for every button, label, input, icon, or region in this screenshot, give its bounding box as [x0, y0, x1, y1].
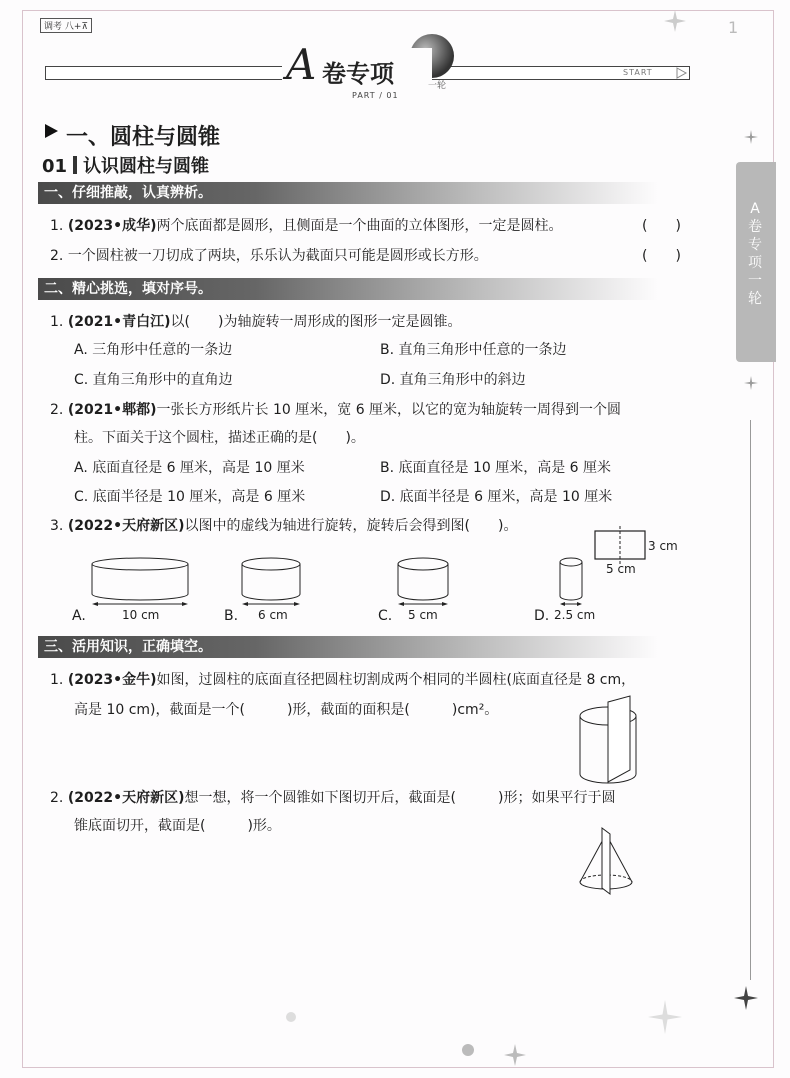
rectangle-figure — [594, 530, 646, 560]
header-title: 卷专项 — [322, 60, 394, 88]
sparkle-icon — [648, 1000, 682, 1034]
subsection-label: 认识圆柱与圆锥 — [83, 156, 210, 177]
part-heading-band — [38, 636, 658, 658]
figure-dim-label: 5 cm — [408, 608, 438, 622]
sparkle-icon — [664, 10, 686, 32]
option[interactable]: B. 底面直径是 10 厘米，高是 6 厘米 — [380, 460, 612, 476]
question-text-cont: 高是 10 cm)，截面是一个( )形，截面的面积是( )cm²。 — [74, 702, 499, 718]
sparkle-icon — [744, 376, 758, 390]
question-text: 以图中的虚线为轴进行旋转，旋转后会得到图( )。 — [184, 518, 518, 534]
question-tag: (2023•成华) — [67, 218, 157, 234]
option[interactable]: C. 底面半径是 10 厘米，高是 6 厘米 — [74, 489, 306, 505]
question-text: 如图，过圆柱的底面直径把圆柱切割成两个相同的半圆柱(底面直径是 8 cm， — [156, 672, 636, 688]
question-text: 一张长方形纸片长 10 厘米，宽 6 厘米，以它的宽为轴旋转一周得到一个圆 — [156, 402, 622, 418]
subsection-divider — [73, 156, 77, 174]
option[interactable]: D. 直角三角形中的斜边 — [380, 372, 526, 388]
dot-decoration — [462, 1044, 474, 1056]
page-number: 1 — [728, 18, 739, 37]
part-heading: 三、活用知识，正确填空。 — [44, 639, 212, 655]
header-title-a: A — [286, 40, 317, 89]
figure-option-letter[interactable]: D. — [534, 608, 550, 624]
option[interactable]: A. 底面直径是 6 厘米，高是 10 厘米 — [74, 460, 305, 476]
header-subtitle: 一轮 — [428, 81, 447, 91]
question — [50, 670, 635, 690]
question-tag: (2021•郫都) — [67, 402, 157, 418]
question-number: 2. — [50, 402, 64, 418]
question-number: 3. — [50, 518, 64, 534]
question — [50, 312, 461, 332]
cylinder-d — [558, 556, 586, 606]
part-heading: 二、精心挑选，填对序号。 — [44, 281, 212, 297]
question — [50, 400, 621, 420]
rect-width-label: 5 cm — [606, 562, 636, 576]
sparkle-icon — [744, 130, 758, 144]
figure-option-letter[interactable]: A. — [72, 608, 86, 624]
figure-option-letter[interactable]: B. — [224, 608, 239, 624]
question-text: 以( )为轴旋转一周形成的图形一定是圆锥。 — [170, 314, 462, 330]
question-text-cont: 锥底面切开，截面是( )形。 — [74, 818, 281, 834]
question-text: 想一想，将一个圆锥如下图切开后，截面是( )形；如果平行于圆 — [184, 790, 616, 806]
cylinder-c — [396, 556, 450, 606]
triangle-bullet-icon — [44, 123, 60, 139]
stamp-mark: 调考 八+⊼ — [40, 18, 92, 33]
question-number: 1. — [50, 314, 64, 330]
cut-cylinder-figure — [578, 694, 648, 788]
option[interactable]: B. 直角三角形中任意的一条边 — [380, 342, 567, 358]
figure-dim-label: 10 cm — [122, 608, 160, 622]
question — [50, 216, 563, 236]
figure-dim-label: 6 cm — [258, 608, 288, 622]
cut-cone-figure — [576, 826, 642, 898]
sparkle-icon — [504, 1044, 526, 1066]
header-part: PART / 01 — [352, 91, 399, 100]
answer-blank[interactable]: ( ) — [642, 248, 681, 264]
question-tag: (2021•青白江) — [67, 314, 171, 330]
question-text: 两个底面都是圆形，且侧面是一个曲面的立体图形，一定是圆柱。 — [156, 218, 563, 234]
cylinder-a — [90, 556, 190, 606]
option[interactable]: D. 底面半径是 6 厘米，高是 10 厘米 — [380, 489, 613, 505]
question — [50, 246, 488, 266]
figure-option-letter[interactable]: C. — [378, 608, 393, 624]
cylinder-b — [240, 556, 302, 606]
question-text: 一个圆柱被一刀切成了两块，乐乐认为截面只可能是圆形或长方形。 — [67, 248, 488, 264]
question-number: 2. — [50, 248, 64, 264]
question-number: 2. — [50, 790, 64, 806]
dot-decoration — [286, 1012, 296, 1022]
figure-dim-label: 2.5 cm — [554, 608, 596, 622]
sparkle-icon — [734, 986, 758, 1010]
part-heading-band — [38, 182, 658, 204]
question — [50, 516, 517, 536]
side-line — [750, 420, 751, 980]
question-number: 1. — [50, 218, 64, 234]
play-icon — [676, 67, 688, 79]
section-title: 一、圆柱与圆锥 — [66, 125, 221, 150]
question-tag: (2022•天府新区) — [67, 518, 185, 534]
question — [50, 788, 615, 808]
part-heading: 一、仔细推敲，认真辨析。 — [44, 185, 212, 201]
side-tab-label: A卷专项 一轮 — [748, 201, 762, 307]
question-number: 1. — [50, 672, 64, 688]
option[interactable]: A. 三角形中任意的一条边 — [74, 342, 233, 358]
question-tag: (2022•天府新区) — [67, 790, 185, 806]
start-label: START — [623, 68, 653, 77]
rect-height-label: 3 cm — [648, 539, 678, 553]
question-text-cont: 柱。下面关于这个圆柱，描述正确的是( )。 — [74, 430, 365, 446]
question-tag: (2023•金牛) — [67, 672, 157, 688]
part-heading-band — [38, 278, 658, 300]
subsection-title — [42, 152, 209, 178]
subsection-number: 01 — [42, 156, 68, 177]
option[interactable]: C. 直角三角形中的直角边 — [74, 372, 233, 388]
answer-blank[interactable]: ( ) — [642, 218, 681, 234]
